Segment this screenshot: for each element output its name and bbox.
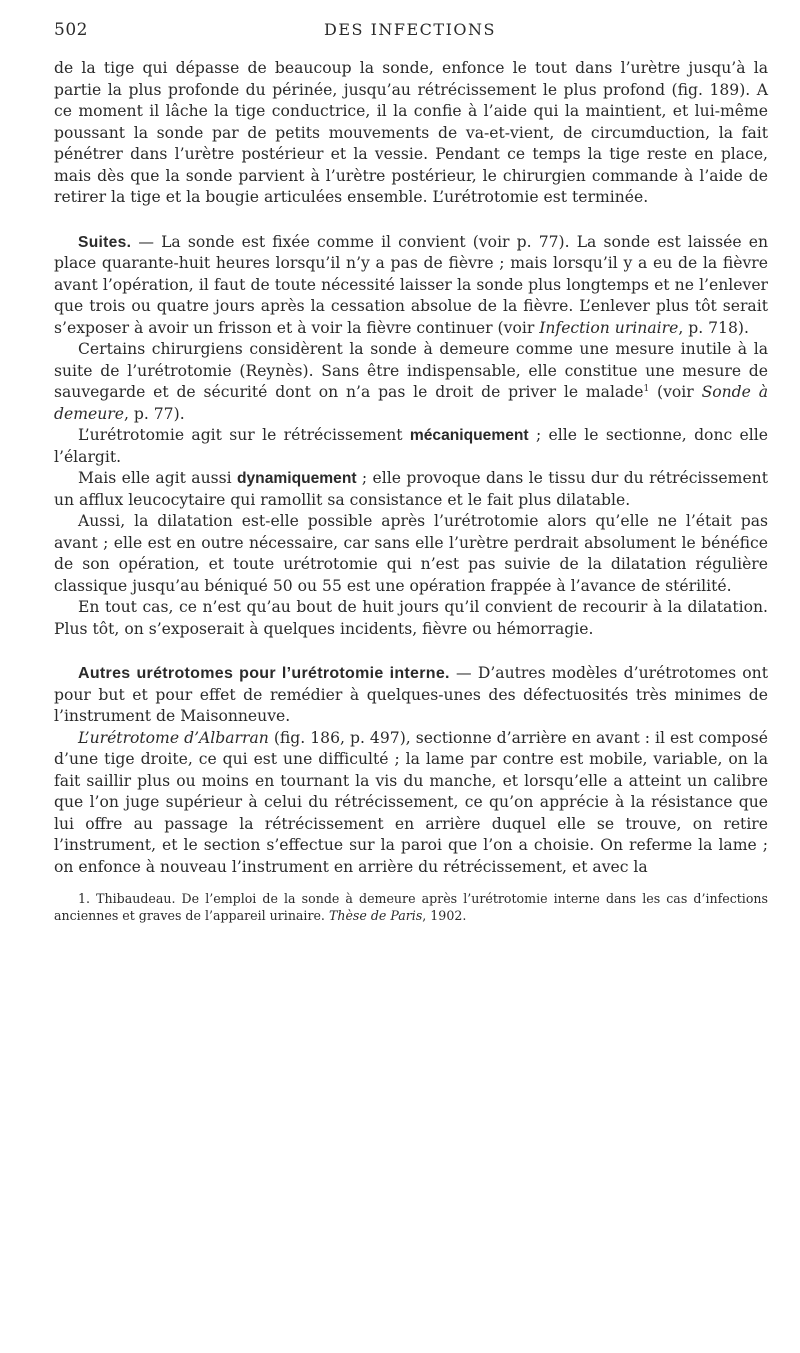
- footnote-text: , 1902.: [422, 908, 467, 923]
- footnote-thesis: Thèse de Paris: [328, 908, 423, 923]
- paragraph-text: ; elle provoque dans le tissu dur du rétrécissement un afflux leucocytaire qui ramollit sa consistance et le fait plus dilatable.: [54, 469, 768, 509]
- paragraph-text: , p. 77).: [123, 404, 185, 423]
- paragraph-text: , p. 718).: [678, 318, 749, 337]
- paragraph-text: (fig. 186, p. 497), sectionne d’arrière en avant : il est composé d’une tige droite, ce qui est une difficulté ; la lame par contre est mobile, variable, on la fait saillir plus ou moins en tournant la vis du manche, et lorsqu’elle a atteint un calibre que l’on juge supérieur à celui du rétrécissement, ce qu’on apprécie à la résistance que lui offre au passage la rétrécissement en arrière duquel elle se trouve, on retire l’instrument, et le section s’effectue sur la paroi que l’on a choisie. On referme la lame ; on enfonce à nouveau l’instrument en arrière du rétrécissement, et avec la: [54, 728, 768, 876]
- page-number: 502: [54, 20, 88, 40]
- paragraph-text: (voir: [649, 383, 702, 401]
- section-heading-autres-uretrotomes: Autres urétrotomes pour l’urétrotomie interne.: [78, 665, 450, 682]
- footnote-text: 1. Thibaudeau. De l’emploi de la sonde à demeure après l’urétrotomie interne dans les cas d’infections anciennes et graves de l’appareil urinaire.: [54, 891, 768, 923]
- paragraph-albarran: [54, 728, 768, 879]
- footnote-mark: 1: [643, 383, 650, 394]
- paragraph-suites: [54, 232, 768, 340]
- paragraph-text: ; elle le sectionne, donc elle l’élargit.: [54, 426, 768, 466]
- paragraph-sonde-demeure: [54, 339, 768, 425]
- paragraph-text: Aussi, la dilatation est-elle possible après l’urétrotomie alors qu’elle ne l’était pas avant ; elle est en outre nécessaire, car sans elle l’urètre perdrait absolument le bénéfice de son opération, et toute urétrotomie qui n’est pas suivie de la dilatation régulière classique jusqu’au béniqué 50 ou 55 est une opération frappée à l’avance de stérilité.: [54, 512, 768, 595]
- paragraph-text: En tout cas, ce n’est qu’au bout de huit jours qu’il convient de recourir à la dilatation. Plus tôt, on s’exposerait à quelques incidents, fièvre ou hémorragie.: [54, 598, 768, 638]
- paragraph-procedure-end: [54, 58, 768, 209]
- paragraph-autres-uretrotomes: [54, 663, 768, 728]
- paragraph-text: de la tige qui dépasse de beaucoup la sonde, enfonce le tout dans l’urètre jusqu’à la partie la plus profonde du périnée, jusqu’au rétrécissement le plus profond (fig. 189). A ce moment il lâche la tige conductrice, il la confie à l’aide qui la maintient, et lui-même poussant la sonde par de petits mouvements de va-et-vient, de circumduction, la fait pénétrer dans l’urètre postérieur et la vessie. Pendant ce temps la tige reste en place, mais dès que la sonde parvient à l’urètre postérieur, le chirurgien commande à l’aide de retirer la tige et la bougie articulées ensemble. L’urétrotomie est terminée.: [54, 59, 768, 206]
- footnote: [54, 890, 768, 924]
- instrument-name: L’urétrotome d’Albarran: [78, 728, 269, 747]
- paragraph-text: — D’autres modèles d’urétrotomes ont pour but et pour effet de remédier à quelques-unes des défectuosités très minimes de l’instrument de Maisonneuve.: [54, 664, 768, 725]
- cross-reference: Infection urinaire: [539, 318, 679, 337]
- running-title: DES INFECTIONS: [324, 20, 496, 39]
- bold-term: mécaniquement: [409, 427, 529, 444]
- page-header: [54, 20, 766, 44]
- paragraph-huit-jours: [54, 597, 768, 640]
- cross-reference: Sonde à demeure: [54, 383, 768, 423]
- paragraph-text: Mais elle agit aussi: [78, 469, 237, 487]
- bold-term: dynamiquement: [236, 470, 357, 487]
- section-heading-suites: Suites.: [78, 233, 132, 251]
- paragraph-text: L’urétrotomie agit sur le rétrécissement: [78, 426, 410, 444]
- paragraph-text: Certains chirurgiens considèrent la sonde à demeure comme une mesure inutile à la suite de l’urétrotomie (Reynès). Sans être indispensable, elle constitue une mesure de sauvegarde et de sécurité dont on n’a pas le droit de priver le malade: [54, 340, 768, 401]
- paragraph-text: — La sonde est fixée comme il convient (voir p. 77). La sonde est laissée en place quarante-huit heures lorsqu’il n’y a pas de fièvre ; mais lorsqu’il y a eu de la fièvre avant l’opération, il faut de toute nécessité laisser la sonde plus longtemps et ne l’enlever que trois ou quatre jours après la cessation absolue de la fièvre. L’enlever plus tôt serait s’exposer à avoir un frisson et à voir la fièvre continuer (voir: [54, 232, 768, 337]
- paragraph-dilatation: [54, 511, 768, 597]
- page-body: [54, 58, 768, 924]
- paragraph-dynamiquement: [54, 468, 768, 511]
- paragraph-mecaniquement: [54, 425, 768, 468]
